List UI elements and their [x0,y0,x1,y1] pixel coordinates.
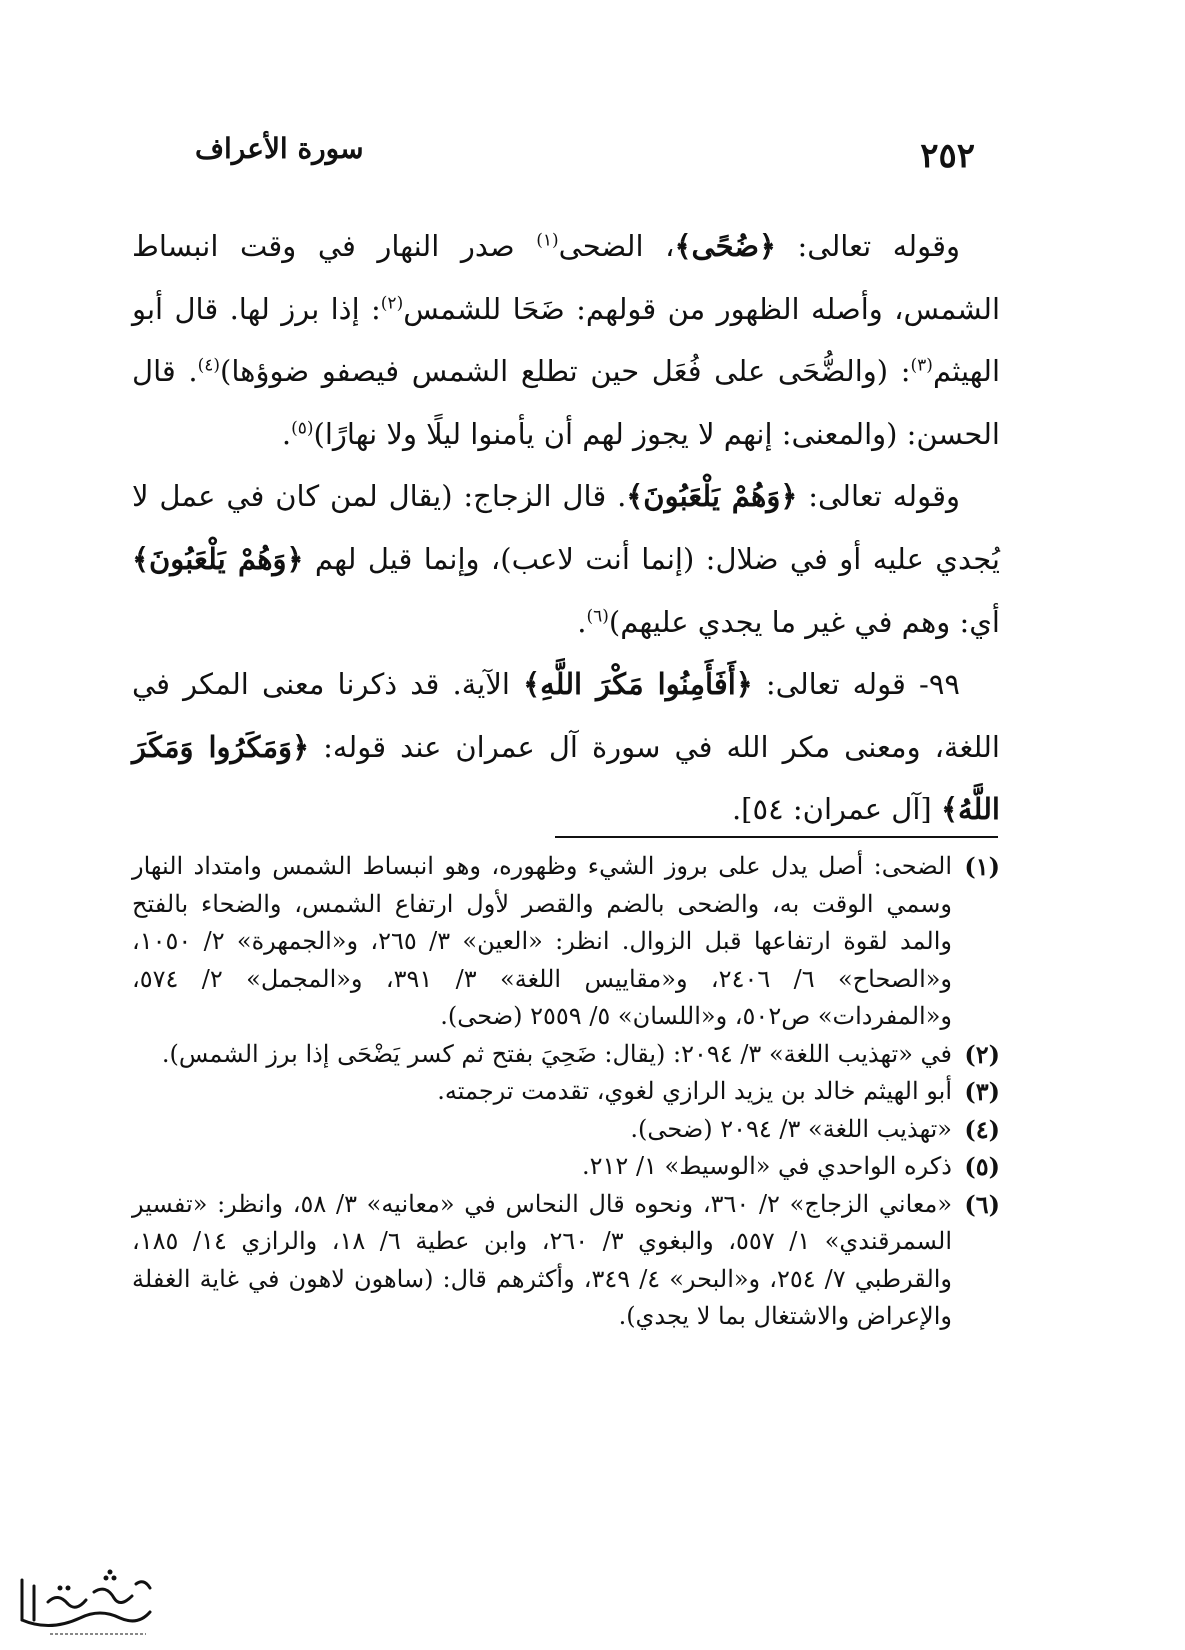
text-run: صدر النهار في وقت انبساط الشمس، وأصله الظهور من قولهم: ضَحَا للشمس [132,229,1000,326]
text-run: : إذا برز لها. قال أبو الهيثم [132,291,1000,389]
footnote [132,848,1000,1036]
footnote [132,1036,1000,1074]
paragraph-2 [132,465,1000,653]
footnote-ref-6[interactable]: (٦) [586,605,609,626]
footnote-ref-1[interactable]: (١) [536,230,559,251]
footnote-text: «معاني الزجاج» ٢/ ٣٦٠، ونحوه قال النحاس في «معانيه» ٣/ ٥٨، وانظر: «تفسير السمرقندي» ١/ ٥٥٧، والبغوي ٣/ ٢٦٠، وابن عطية ٦/ ١٨، والرازي ١٤/ ١٨٥، والقرطبي ٧/ ٢٥٤، و«البحر» ٤/ ٣٤٩، وأكثرهم قال: (ساهون لاهون في غاية الغفلة والإعراض والاشتغال بما لا يجدي). [132,1189,953,1330]
text-run: وقوله تعالى: [797,479,960,514]
calligraphy-logo-icon [10,1562,160,1642]
text-run: : (والضُّحَى على فُعَل حين تطلع الشمس فيصفو ضوؤها) [220,354,911,389]
text-run: الآية. قد ذكرنا معنى المكر في اللغة، ومعنى مكر الله في سورة آل عمران عند قوله: [132,667,1000,764]
footnote-number: (٥) [964,1152,1000,1181]
main-text [132,215,1000,841]
footnote-text: «تهذيب اللغة» ٣/ ٢٠٩٤ (ضحى). [630,1114,952,1143]
footnote [132,1186,1000,1336]
page-header [195,118,975,178]
footnote-ref-5[interactable]: (٥) [291,418,314,439]
footnote-number: (١) [964,852,1000,881]
text-run: وقوله تعالى: [775,229,960,263]
text-run: . قال الحسن: (والمعنى: إنهم لا يجوز لهم أن يأمنوا ليلًا ولا نهارًا) [132,354,1000,451]
footnote-separator [555,836,998,838]
paragraph-3 [132,653,1000,841]
footnote-ref-4[interactable]: (٤) [197,355,221,376]
text-run: ، الضحى [558,229,675,263]
text-run: . [577,604,587,639]
footnote [132,1148,1000,1186]
text-run: أي: وهم في غير ما يجدي عليهم) [608,604,1000,639]
footnote-number: (٣) [964,1077,1000,1106]
verse-number-intro: ٩٩- قوله تعالى: [752,667,960,702]
footnotes [132,848,1000,1336]
quran-verse: ﴿أَفَأَمِنُوا مَكْرَ اللَّهِ﴾ [523,667,753,702]
footnote-number: (٦) [964,1189,1000,1219]
quran-verse: ﴿وَمَكَرُوا وَمَكَرَ اللَّهُ﴾ [132,729,1000,827]
footnote-number: (٢) [964,1039,1000,1069]
footnote-ref-3[interactable]: (٣) [910,355,933,376]
footnote-text: في «تهذيب اللغة» ٣/ ٢٠٩٤: (يقال: ضَحِيَ بفتح ثم كسر يَضْحَى إذا برز الشمس). [161,1039,952,1068]
quran-verse: ﴿وَهُمْ يَلْعَبُونَ﴾ [626,479,798,514]
paragraph-1 [132,215,1000,465]
footnote-text: الضحى: أصل يدل على بروز الشيء وظهوره، وهو انبساط الشمس وامتداد النهار وسمي الوقت به، والضحى بالضم والقصر لأول ارتفاع الشمس، والضحاء بالفتح والمد لقوة ارتفاعها قبل الزوال. انظر: «العين» ٣/ ٢٦٥، و«الجمهرة» ٢/ ١٠٥٠، و«الصحاح» ٦/ ٢٤٠٦، و«مقاييس اللغة» ٣/ ٣٩١، و«المجمل» ٢/ ٥٧٤، و«المفردات» ص٥٠٢، و«اللسان» ٥/ ٢٥٥٩ (ضحى). [132,852,953,1030]
footnote [132,1073,1000,1111]
publisher-logo [10,1562,160,1642]
quran-verse: ﴿ضُحًى﴾ [674,229,776,263]
quran-verse: ﴿وَهُمْ يَلْعَبُونَ﴾ [132,541,304,576]
surah-title: سورة الأعراف [195,132,364,165]
footnote-number: (٤) [964,1114,1000,1144]
footnote-ref-2[interactable]: (٢) [380,292,404,313]
footnote [132,1111,1000,1149]
footnote-text: أبو الهيثم خالد بن يزيد الرازي لغوي، تقدمت ترجمته. [437,1077,952,1105]
footnote-text: ذكره الواحدي في «الوسيط» ١/ ٢١٢. [582,1152,952,1180]
text-run: . [281,416,292,451]
page-number: ٢٥٢ [920,136,975,176]
text-run: [آل عمران: ٥٤]. [731,792,941,827]
text-run: . قال الزجاج: (يقال لمن كان في عمل لا يُجدي عليه أو في ضلال: (إنما أنت لاعب)، وإنما قيل لهم [132,479,1001,576]
